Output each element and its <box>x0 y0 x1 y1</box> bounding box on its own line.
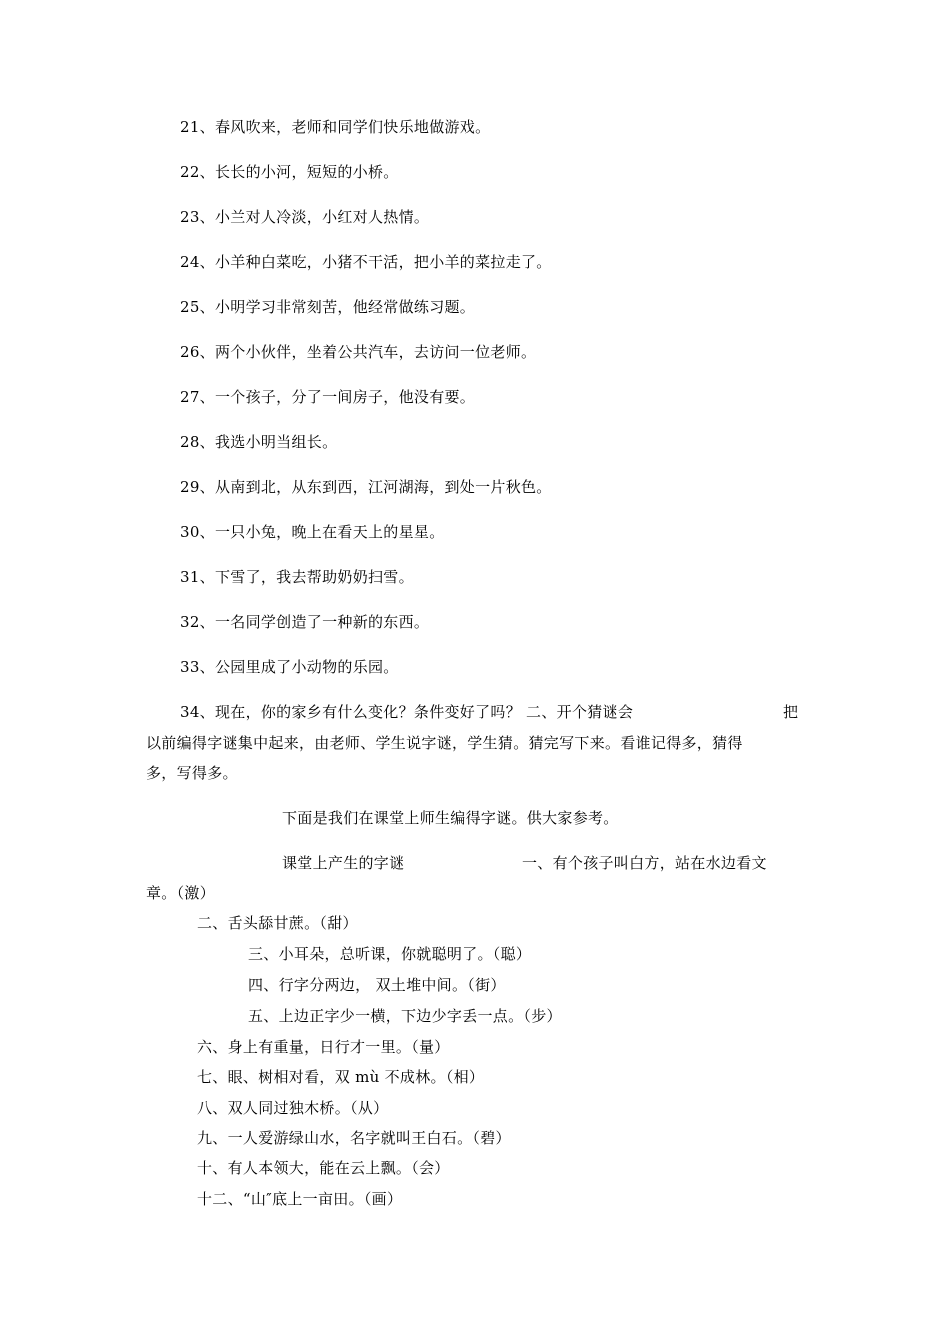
riddle-1-part-2: 章。（激） <box>146 884 216 902</box>
riddles-heading: 课堂上产生的字谜 <box>282 854 405 872</box>
riddle-2: 二、舌头舔甘蔗。（甜） <box>197 914 358 932</box>
sentence-33: 33、公园里成了小动物的乐园。 <box>180 658 399 676</box>
sentence-25: 25、小明学习非常刻苦，他经常做练习题。 <box>180 298 476 316</box>
riddle-10: 十、有人本领大，能在云上飘。（会） <box>197 1159 450 1177</box>
riddle-7: 七、眼、树相对看，双 mù 不成林。（相） <box>197 1068 485 1086</box>
sentence-26: 26、两个小伙伴，坐着公共汽车，去访问一位老师。 <box>180 343 537 361</box>
riddle-6: 六、身上有重量，日行才一里。（量） <box>197 1038 450 1056</box>
sentence-29: 29、从南到北，从东到西，江河湖海，到处一片秋色。 <box>180 478 552 496</box>
sentence-32: 32、一名同学创造了一种新的东西。 <box>180 613 430 631</box>
sentence-23: 23、小兰对人冷淡，小红对人热情。 <box>180 208 430 226</box>
riddle-9: 九、一人爱游绿山水，名字就叫王白石。（碧） <box>197 1129 511 1147</box>
riddles-intro: 下面是我们在课堂上师生编得字谜。供大家参考。 <box>282 809 619 827</box>
sentence-22: 22、长长的小河，短短的小桥。 <box>180 163 399 181</box>
section-34-line-2: 以前编得字谜集中起来，由老师、学生说字谜，学生猜。猜完写下来。看谁记得多，猜得 <box>146 734 743 752</box>
riddle-5: 五、上边正字少一横，下边少字丢一点。（步） <box>248 1007 562 1025</box>
riddle-1-part-1: 一、有个孩子叫白方，站在水边看文 <box>522 854 767 872</box>
sentence-31: 31、下雪了，我去帮助奶奶扫雪。 <box>180 568 414 586</box>
sentence-28: 28、我选小明当组长。 <box>180 433 338 451</box>
sentence-27: 27、一个孩子，分了一间房子，他没有要。 <box>180 388 476 406</box>
section-34-line-3: 多，写得多。 <box>146 764 238 782</box>
riddle-8: 八、双人同过独木桥。（从） <box>197 1099 389 1117</box>
section-34-line-1: 34、现在，你的家乡有什么变化？条件变好了吗？ 二、开个猜谜会 <box>180 703 634 721</box>
riddle-3: 三、小耳朵，总听课，你就聪明了。（聪） <box>248 945 532 963</box>
sentence-21: 21、春风吹来，老师和同学们快乐地做游戏。 <box>180 118 491 136</box>
riddle-12: 十二、“山″底上一亩田。（画） <box>197 1190 403 1208</box>
sentence-30: 30、一只小兔，晚上在看天上的星星。 <box>180 523 445 541</box>
riddle-4: 四、行字分两边， 双土堆中间。（街） <box>248 976 506 994</box>
sentence-24: 24、小羊种白菜吃，小猪不干活，把小羊的菜拉走了。 <box>180 253 552 271</box>
section-34-line-1-end: 把 <box>783 703 799 721</box>
